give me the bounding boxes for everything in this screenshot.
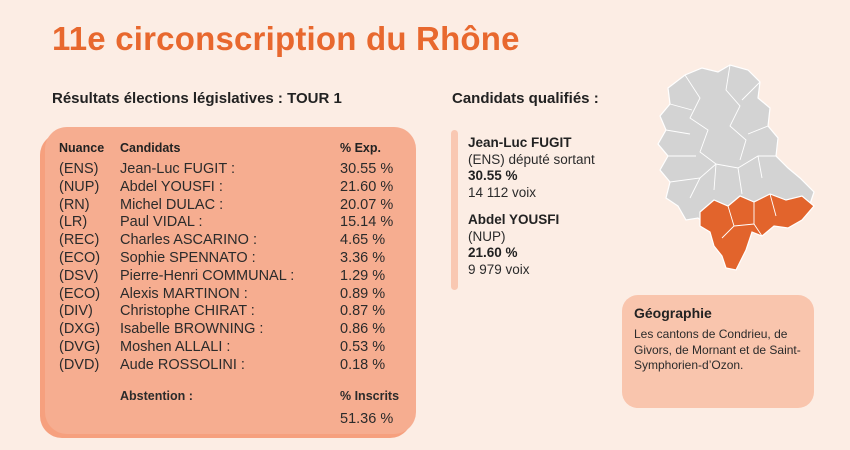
results-panel — [45, 127, 416, 434]
candidate-cell: Abdel YOUSFI : — [120, 178, 223, 195]
candidate-cell: Michel DULAC : — [120, 196, 224, 213]
percent-cell: 0.87 % — [340, 303, 386, 320]
candidate-cell: Aude ROSSOLINI : — [120, 356, 245, 373]
percent-cell: 15.14 % — [340, 214, 394, 231]
qualified-accent-bar — [451, 130, 458, 290]
qualified-party: (NUP) — [468, 228, 506, 244]
table-row — [45, 357, 416, 375]
qualified-name: Jean-Luc FUGIT — [468, 135, 572, 150]
percent-cell: 1.29 % — [340, 267, 386, 284]
qualified-party: (ENS) député sortant — [468, 151, 595, 167]
candidate-cell: Moshen ALLALI : — [120, 338, 231, 355]
table-row — [45, 214, 416, 232]
percent-cell: 0.18 % — [340, 356, 386, 373]
table-row — [45, 232, 416, 250]
column-header-nuance: Nuance — [59, 141, 105, 155]
candidate-cell: Paul VIDAL : — [120, 214, 203, 231]
nuance-cell: (ENS) — [59, 161, 99, 177]
nuance-cell: (DVG) — [59, 338, 101, 355]
qualified-votes: 14 112 voix — [468, 184, 537, 200]
percent-cell: 0.86 % — [340, 321, 386, 338]
geography-text: Les cantons de Condrieu, de Givors, de Mornant et de Saint-Symphorien-d’Ozon. — [634, 327, 801, 372]
table-row — [45, 250, 416, 268]
percent-cell: 4.65 % — [340, 232, 386, 249]
nuance-cell: (LR) — [59, 214, 88, 231]
percent-cell: 20.07 % — [340, 196, 394, 213]
column-header-candidates: Candidats — [120, 141, 181, 155]
nuance-cell: (NUP) — [59, 178, 100, 195]
table-row — [45, 179, 416, 197]
circonscription-highlight — [700, 194, 814, 270]
qualified-votes: 9 979 voix — [468, 261, 530, 277]
qualified-candidate-1 — [468, 135, 595, 201]
table-row — [45, 268, 416, 286]
abstention-label: Abstention : — [120, 389, 193, 403]
candidate-cell: Charles ASCARINO : — [120, 232, 257, 249]
table-row — [45, 303, 416, 321]
percent-cell: 21.60 % — [340, 178, 394, 195]
abstention-value: 51.36 % — [340, 411, 394, 427]
table-row — [45, 321, 416, 339]
nuance-cell: (DVD) — [59, 356, 100, 373]
nuance-cell: (DIV) — [59, 303, 93, 320]
qualified-percent: 30.55 % — [468, 168, 518, 183]
table-row — [45, 161, 416, 179]
page-title: 11e circonscription du Rhône — [52, 20, 520, 57]
nuance-cell: (REC) — [59, 232, 100, 249]
nuance-cell: (DXG) — [59, 321, 101, 338]
table-row — [45, 286, 416, 304]
qualified-candidate-2 — [468, 212, 559, 278]
candidate-cell: Jean-Luc FUGIT : — [120, 161, 235, 177]
candidate-cell: Christophe CHIRAT : — [120, 303, 255, 320]
geography-card — [622, 295, 814, 408]
qualified-heading: Candidats qualifiés : — [452, 90, 599, 107]
candidate-cell: Pierre-Henri COMMUNAL : — [120, 267, 295, 284]
table-row — [45, 197, 416, 215]
percent-cell: 30.55 % — [340, 161, 394, 177]
results-table — [45, 161, 416, 375]
qualified-name: Abdel YOUSFI — [468, 212, 560, 227]
percent-cell: 0.89 % — [340, 285, 386, 302]
geography-title: Géographie — [634, 305, 712, 321]
percent-cell: 3.36 % — [340, 249, 386, 266]
abstention-column-header: % Inscrits — [340, 389, 400, 403]
percent-cell: 0.53 % — [340, 338, 386, 355]
nuance-cell: (RN) — [59, 196, 90, 213]
nuance-cell: (ECO) — [59, 249, 101, 266]
rhone-map — [630, 60, 830, 280]
column-header-exp: % Exp. — [340, 141, 381, 155]
candidate-cell: Sophie SPENNATO : — [120, 249, 256, 266]
table-row — [45, 339, 416, 357]
nuance-cell: (ECO) — [59, 285, 101, 302]
qualified-percent: 21.60 % — [468, 245, 518, 260]
candidate-cell: Alexis MARTINON : — [120, 285, 248, 302]
results-heading: Résultats élections législatives : TOUR 1 — [52, 90, 342, 107]
candidate-cell: Isabelle BROWNING : — [120, 321, 264, 338]
nuance-cell: (DSV) — [59, 267, 99, 284]
